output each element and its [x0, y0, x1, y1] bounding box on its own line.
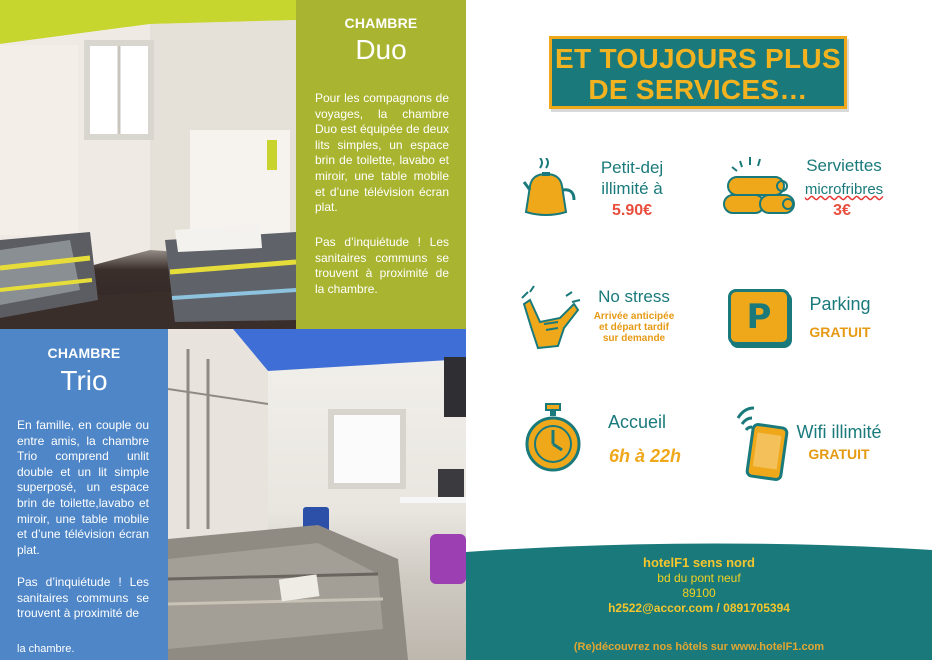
hotel-contact: h2522@accor.com / 0891705394 — [608, 601, 790, 615]
wifi-phone-icon — [734, 404, 792, 482]
parking-letter: P — [746, 297, 772, 337]
breakfast-label-2: illimité à — [601, 179, 663, 198]
wifi-label: Wifi illimité — [796, 422, 882, 442]
trio-description: En famille, en couple ou entre amis, la chambre Trio comprend unlit double et un lit simple superposé, un espace brin de toilette,lavabo et miroir, une table mobile et d’une télévision écran plat. — [17, 418, 149, 557]
towels-label: Serviettes — [806, 156, 882, 175]
trio-kicker: CHAMBRE — [47, 345, 121, 361]
hotel-name: hotelF1 sens nord — [643, 555, 755, 570]
parking-price: GRATUIT — [809, 324, 871, 340]
shaka-hand-icon — [516, 284, 584, 352]
trio-note: Pas d’inquiétude ! Les sanitaires communs se trouvent à proximité de — [17, 575, 149, 621]
duo-description: Pour les compagnons de voyages, la chambre Duo est équipée de deux lits simples, un espace brin de toilette, lavabo et miroir, une table mobile et d’une télévision écran plat. — [315, 91, 449, 215]
parking-icon — [728, 289, 790, 345]
no-stress-label: No stress — [598, 287, 670, 306]
stopwatch-icon — [522, 402, 584, 474]
breakfast-label: Petit-dej — [600, 158, 664, 177]
trio-title: Trio — [60, 365, 108, 396]
duo-room-panel — [296, 0, 466, 329]
trio-room-photo — [168, 329, 466, 660]
towels-label-2: microfribres — [804, 181, 884, 198]
towels-price: 3€ — [833, 202, 851, 219]
duo-room-photo — [0, 0, 296, 329]
duo-kicker: CHAMBRE — [344, 15, 418, 31]
no-stress-line1: Arrivée anticipée — [593, 311, 675, 322]
no-stress-line3: sur demande — [602, 333, 666, 344]
towels-icon — [720, 155, 798, 217]
footer-wave — [466, 540, 932, 554]
website-line: (Re)découvrez nos hôtels sur www.hotelF1.com — [573, 641, 825, 653]
duo-title: Duo — [355, 34, 407, 65]
services-banner — [549, 36, 847, 109]
services-banner-line1: ET TOUJOURS PLUS — [555, 43, 841, 74]
reception-hours: 6h à 22h — [608, 446, 682, 466]
hotel-postcode: 89100 — [682, 586, 716, 600]
wifi-price: GRATUIT — [808, 446, 870, 462]
no-stress-line2: et départ tardif — [598, 322, 669, 333]
reception-label: Accueil — [607, 412, 667, 432]
hotel-street: bd du pont neuf — [657, 571, 741, 585]
trio-room-panel — [0, 329, 168, 660]
parking-label: Parking — [809, 294, 871, 314]
trio-note-end: la chambre. — [17, 643, 75, 655]
coffee-pot-icon — [522, 158, 578, 222]
services-banner-line2: DE SERVICES… — [588, 74, 808, 105]
duo-note: Pas d’inquiétude ! Les sanitaires communs se trouvent à proximité de la chambre. — [315, 235, 449, 296]
breakfast-price: 5.90€ — [611, 202, 653, 219]
